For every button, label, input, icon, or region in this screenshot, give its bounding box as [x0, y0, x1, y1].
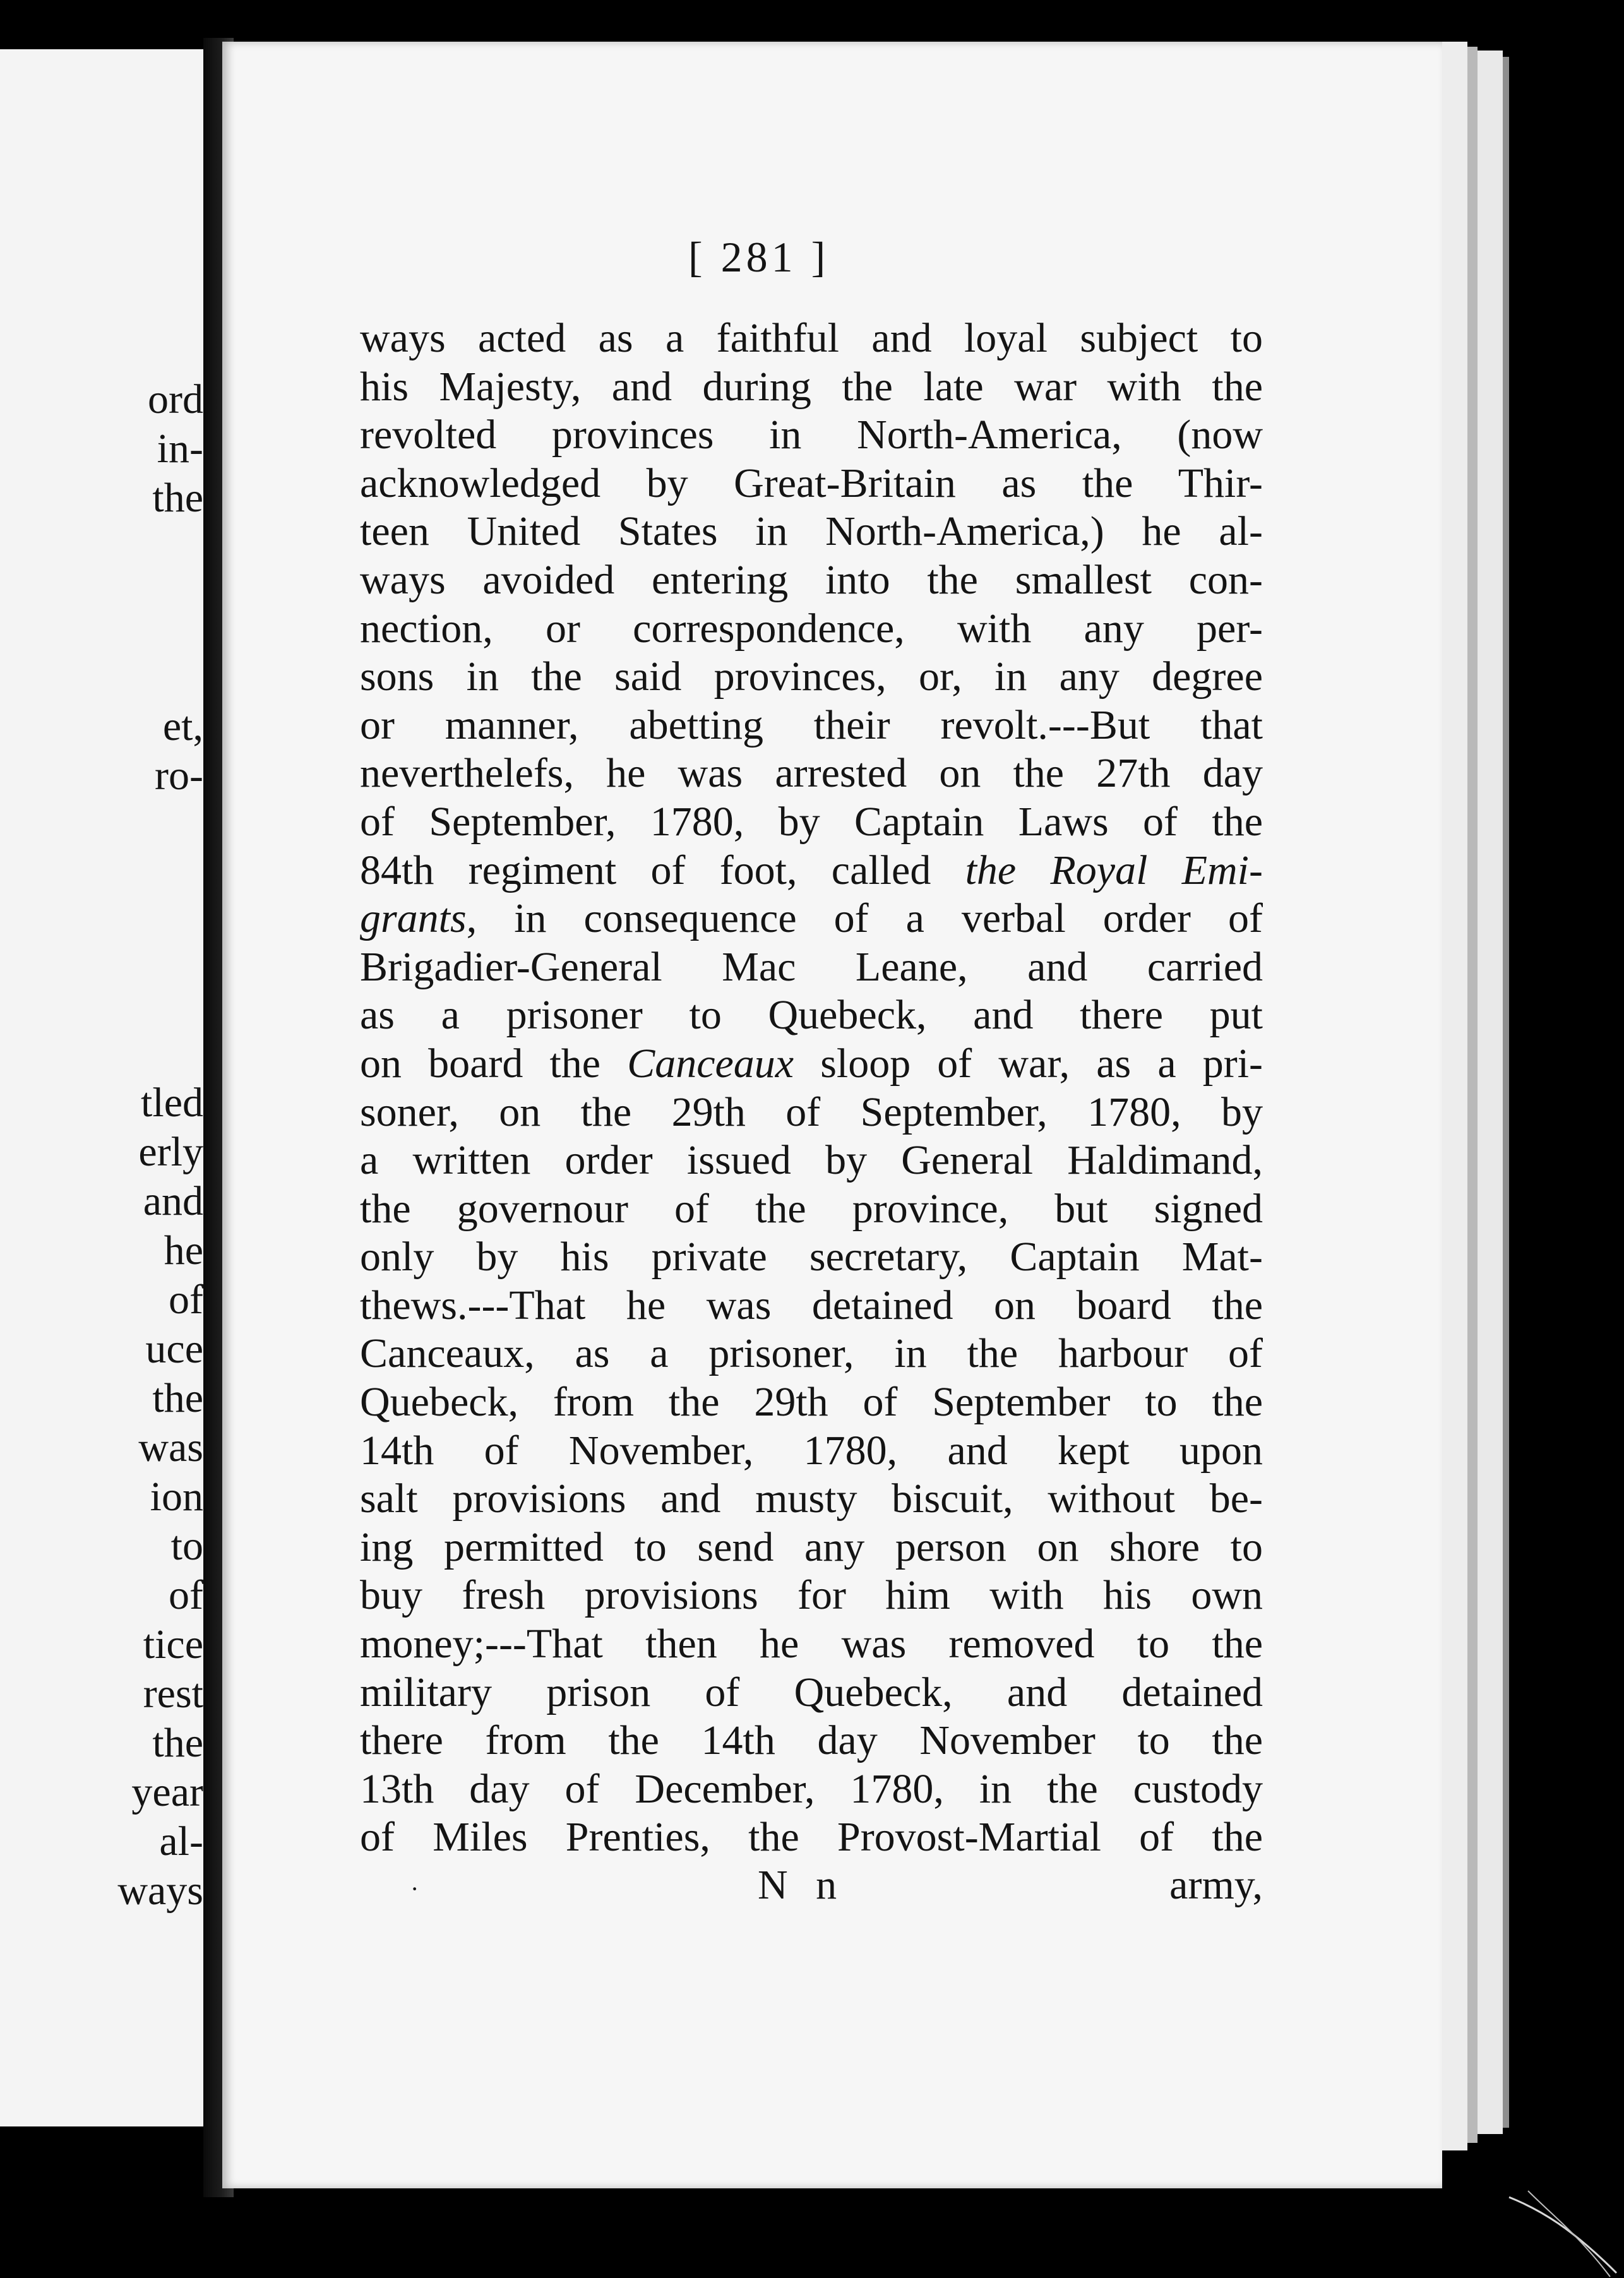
text-line: as a prisoner to Quebeck, and there put	[360, 992, 1263, 1039]
scan-artifact-icon	[1503, 2185, 1623, 2278]
previous-page-fragments	[0, 49, 203, 2126]
text-line: 14th of November, 1780, and kept upon	[360, 1427, 1263, 1474]
text-line: or manner, abetting their revolt.---But that	[360, 701, 1263, 748]
catchword: army,	[1169, 1862, 1263, 1908]
text-line: thews.---That he was detained on board the	[360, 1282, 1263, 1328]
text-line: of Miles Prenties, the Provost-Martial of the	[360, 1814, 1263, 1861]
previous-page-fragment: ways	[117, 1868, 203, 1914]
previous-page-fragment: ion	[150, 1474, 203, 1520]
previous-page-fragment: al-	[159, 1818, 203, 1864]
page-edge	[1478, 51, 1503, 2134]
text-segment: grants, in consequence of a verbal order of	[360, 895, 1263, 942]
text-line: 13th day of December, 1780, in the custody	[360, 1765, 1263, 1812]
previous-page-fragment: in-	[157, 426, 203, 472]
previous-page-fragment: was	[138, 1424, 203, 1470]
ink-speck: ·	[410, 1875, 419, 1903]
previous-page-fragment: of	[169, 1572, 203, 1618]
text-line: Quebeck, from the 29th of September to the	[360, 1379, 1263, 1426]
italic-text: grants	[360, 895, 467, 942]
previous-page-fragment: the	[152, 475, 203, 521]
text-line: teen United States in North-America,) he al-	[360, 508, 1263, 555]
text-segment: 84th regiment of foot, called	[360, 847, 931, 893]
text-segment: on board the	[360, 1040, 601, 1087]
text-segment: sloop of war, as a pri-	[820, 1040, 1263, 1087]
text-line: of September, 1780, by Captain Laws of the	[360, 798, 1263, 845]
text-line: ways acted as a faithful and loyal subject to	[360, 315, 1263, 361]
previous-page	[0, 49, 203, 2126]
page-number: [ 281 ]	[688, 233, 830, 281]
text-line: ways avoided entering into the smallest con-	[360, 556, 1263, 603]
previous-page-fragment: erly	[138, 1129, 203, 1175]
italic-text: Canceaux	[627, 1040, 794, 1087]
previous-page-fragment: tice	[143, 1621, 203, 1667]
body-text	[360, 314, 1263, 1862]
previous-page-fragment: ro-	[155, 753, 203, 799]
previous-page-fragment: uce	[145, 1326, 203, 1372]
text-line: neverthelefs, he was arrested on the 27th day	[360, 750, 1263, 797]
italic-text: the Royal Emi-	[965, 847, 1263, 893]
previous-page-fragment: rest	[143, 1671, 203, 1717]
signature-mark: N n	[758, 1862, 846, 1908]
page-edge	[1503, 57, 1509, 2128]
text-line: salt provisions and musty biscuit, without be-	[360, 1476, 1263, 1522]
text-line: money;---That then he was removed to the	[360, 1621, 1263, 1667]
text-line	[360, 895, 1263, 943]
page-edge	[1442, 42, 1467, 2150]
text-line: the governour of the province, but signed	[360, 1185, 1263, 1232]
previous-page-fragment: he	[164, 1227, 203, 1273]
text-line: nection, or correspondence, with any per-	[360, 605, 1263, 652]
text-line: his Majesty, and during the late war with the	[360, 363, 1263, 410]
text-line: soner, on the 29th of September, 1780, by	[360, 1088, 1263, 1135]
previous-page-fragment: year	[131, 1769, 203, 1815]
previous-page-fragment: tled	[141, 1080, 203, 1126]
previous-page-fragment: et,	[162, 703, 203, 749]
page-footer	[360, 1861, 1263, 1912]
page-edge	[1467, 47, 1478, 2143]
text-line: a written order issued by General Haldimand,	[360, 1137, 1263, 1184]
text-line-mixed	[360, 847, 1263, 895]
previous-page-fragment: and	[143, 1178, 203, 1224]
text-line: revolted provinces in North-America, (now	[360, 412, 1263, 458]
previous-page-fragment: of	[169, 1277, 203, 1323]
text-line: sons in the said provinces, or, in any degree	[360, 653, 1263, 700]
previous-page-fragment: the	[152, 1375, 203, 1421]
previous-page-fragment: ord	[148, 376, 203, 422]
text-line: ing permitted to send any person on shore to	[360, 1524, 1263, 1570]
previous-page-fragment: the	[152, 1720, 203, 1766]
previous-page-fragment: to	[170, 1523, 203, 1569]
text-line: Canceaux, as a prisoner, in the harbour of	[360, 1330, 1263, 1377]
text-line: buy fresh provisions for him with his own	[360, 1572, 1263, 1619]
text-line: Brigadier-General Mac Leane, and carried	[360, 943, 1263, 990]
text-line: there from the 14th day November to the	[360, 1717, 1263, 1764]
text-line-mixed	[360, 1040, 1263, 1088]
text-line: only by his private secretary, Captain Mat-	[360, 1234, 1263, 1280]
text-line: acknowledged by Great-Britain as the Thir-	[360, 460, 1263, 506]
text-line: military prison of Quebeck, and detained	[360, 1669, 1263, 1715]
